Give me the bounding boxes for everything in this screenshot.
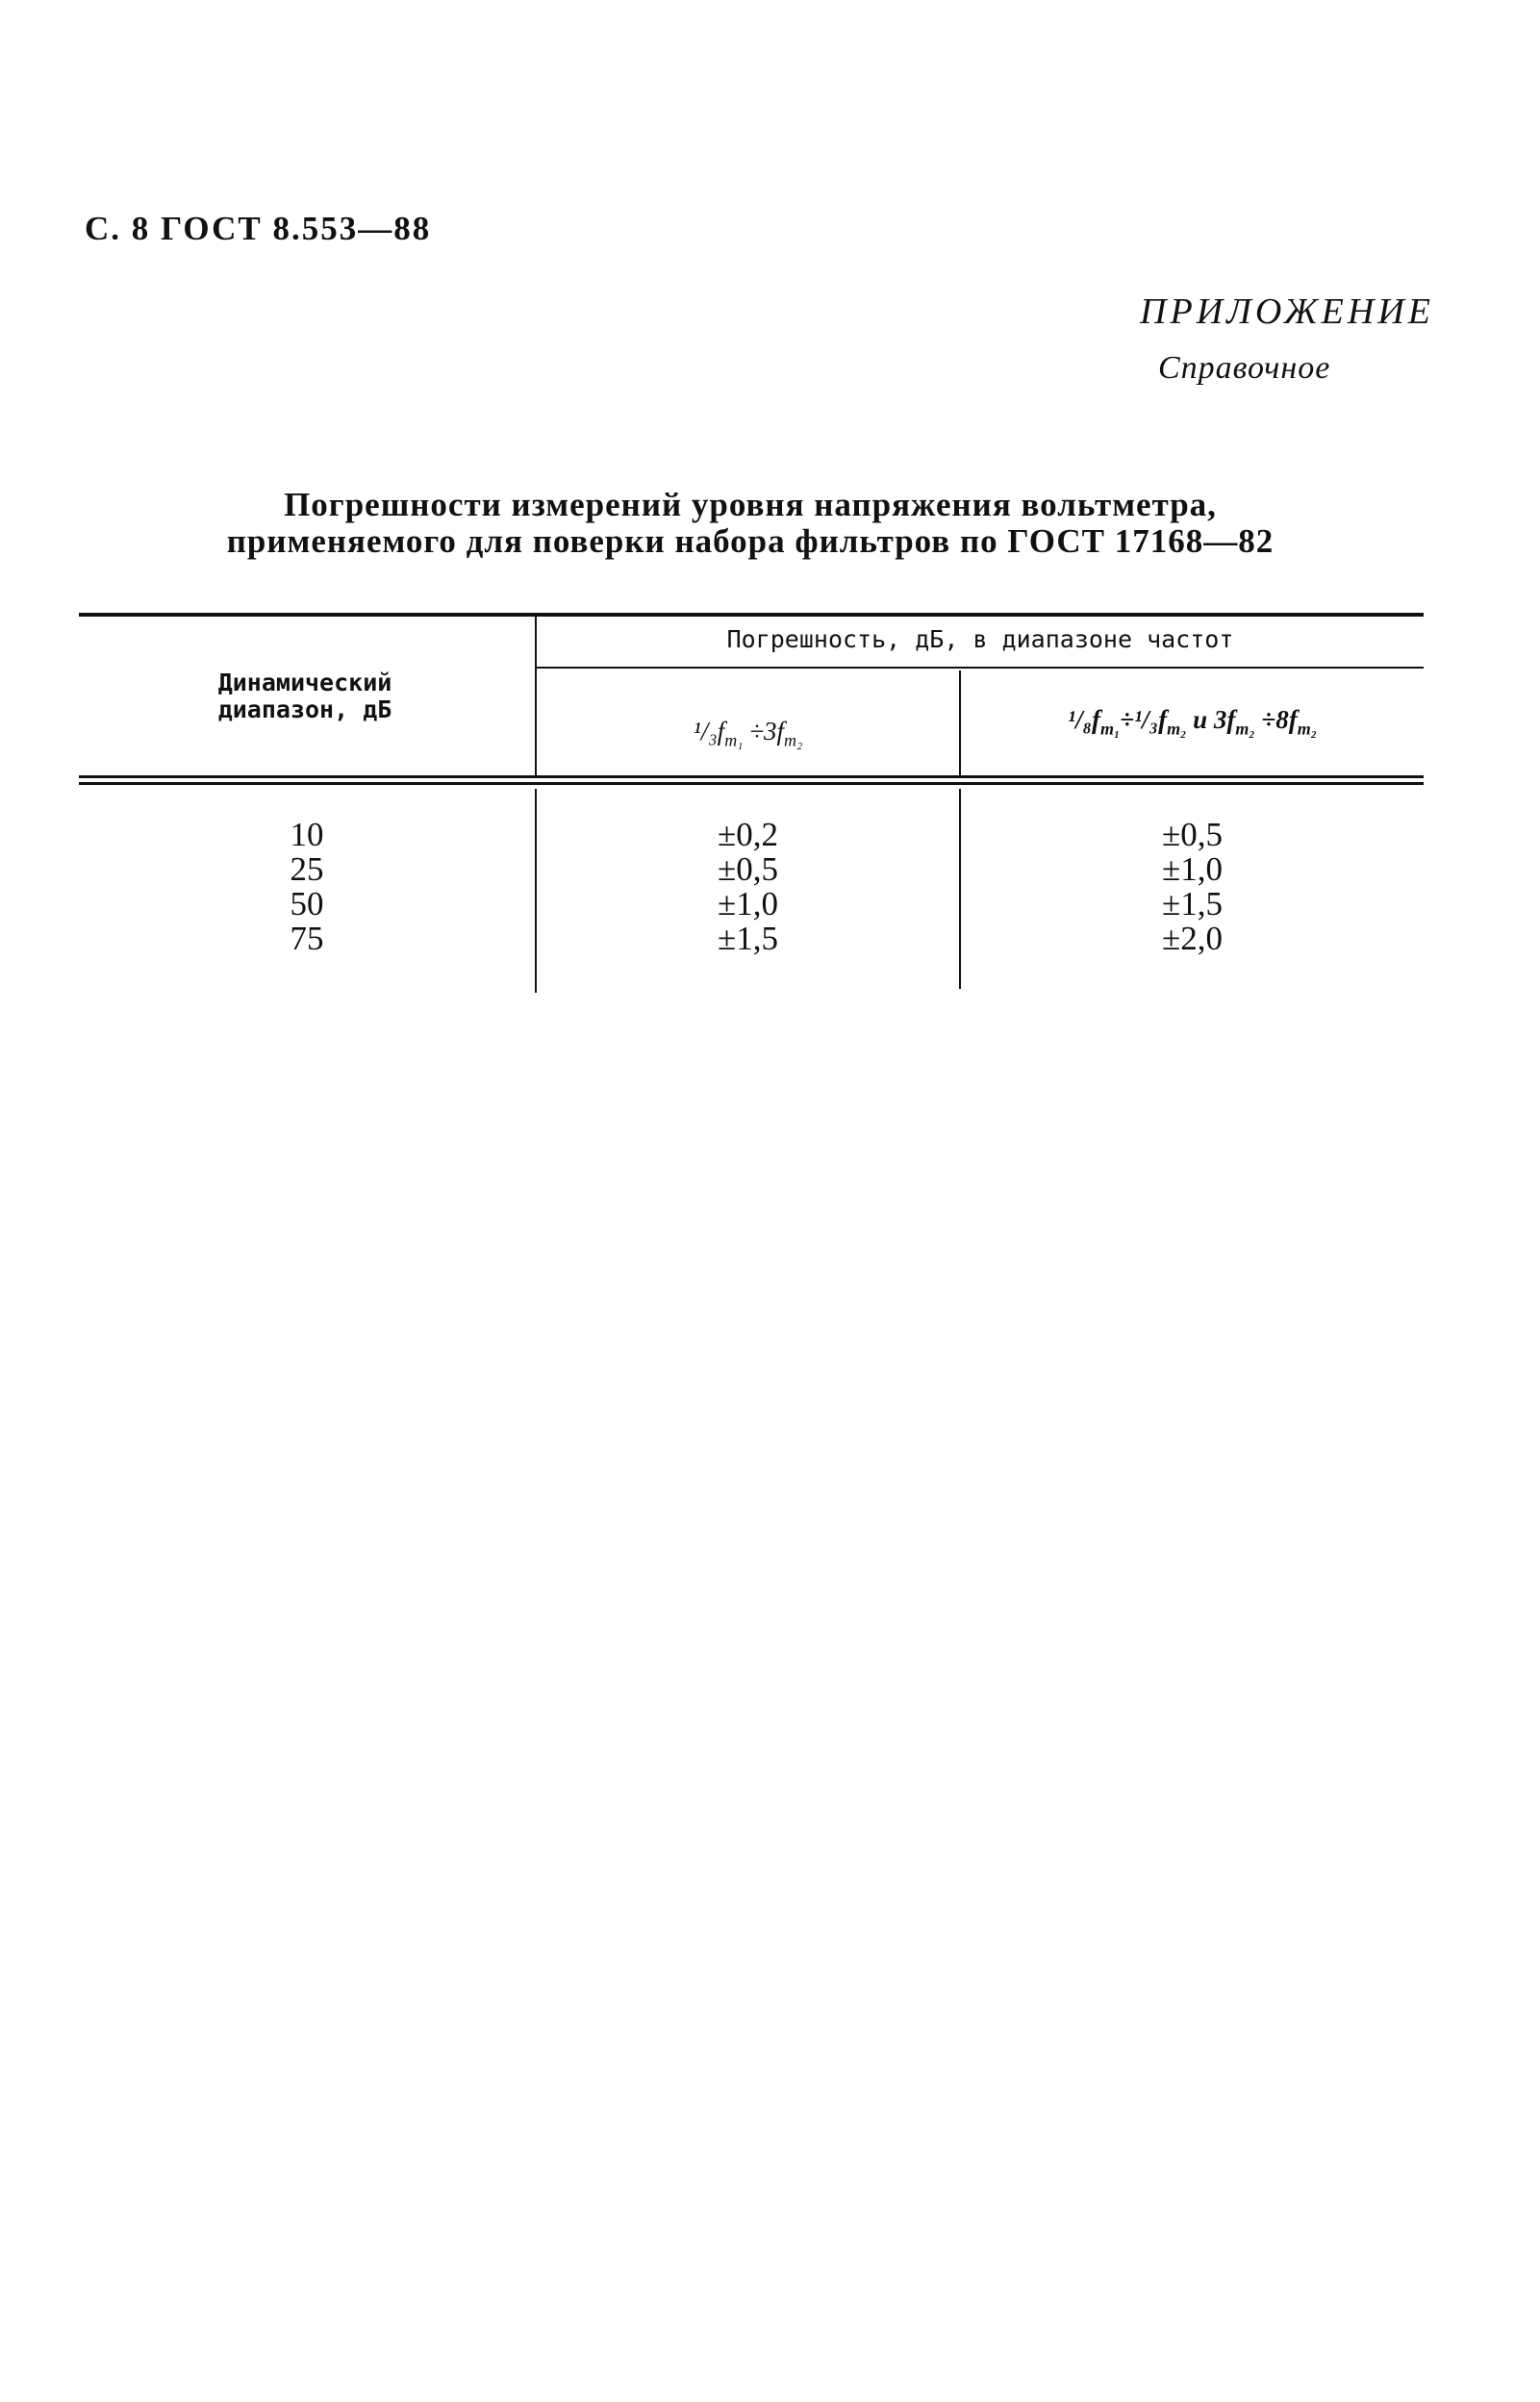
table-cell-error1: ±1,0: [718, 885, 778, 923]
table-cell-error2: ±2,0: [1162, 920, 1223, 957]
table-cell-error2: ±0,5: [1162, 816, 1223, 853]
freq2-sep2: ÷8f: [1254, 705, 1298, 734]
header-dynamic-range-line2: диапазон, дБ: [217, 695, 392, 723]
freq2-sep1: ÷¹/₃f: [1120, 705, 1168, 734]
table-top-rule: [79, 613, 1424, 617]
appendix-label: ПРИЛОЖЕНИЕ: [1140, 291, 1434, 332]
header-dynamic-range: [79, 670, 531, 723]
column-error-range-1: [537, 818, 959, 956]
column-error-range-2: [961, 818, 1424, 956]
table-cell-error1: ±0,2: [718, 816, 778, 853]
freq1-sep: ÷3f: [743, 717, 785, 746]
table-cell-range: 75: [290, 920, 324, 957]
page-header: С. 8 ГОСТ 8.553—88: [85, 210, 432, 247]
data-table: [79, 0, 1424, 1000]
table-cell-range: 10: [290, 816, 324, 853]
freq1-sub1: m₁: [724, 730, 744, 750]
appendix-type: Справочное: [1158, 350, 1331, 386]
table-cell-error2: ±1,5: [1162, 885, 1223, 923]
freq2-sub2: m₂: [1167, 719, 1187, 739]
table-cell-error2: ±1,0: [1162, 850, 1223, 888]
header-double-rule-upper: [79, 775, 1424, 778]
freq2-sub1: m₁: [1099, 719, 1121, 739]
table-cell-error1: ±0,5: [718, 850, 778, 888]
table-cell-range: 50: [290, 885, 324, 923]
header-sub-rule: [537, 667, 1424, 669]
freq2-coef: ¹/₈f: [1067, 705, 1100, 734]
header-error-span: Погрешность, дБ, в диапазоне частот: [726, 625, 1234, 653]
header-double-rule-lower: [79, 782, 1424, 785]
freq1-coef: ¹/₃f: [693, 717, 725, 746]
freq2-sub3: m₂: [1235, 719, 1255, 739]
table-title-line1: Погрешности измерений уровня напряжения вольтметра,: [284, 486, 1217, 523]
table-title-line2: применяемого для поверки набора фильтров по ГОСТ 17168—82: [226, 522, 1275, 560]
freq2-sub4: m₂: [1297, 719, 1318, 739]
freq1-sub2: m₂: [784, 730, 803, 750]
header-dynamic-range-line1: Динамический: [217, 669, 392, 696]
table-cell-error1: ±1,5: [718, 920, 778, 957]
table-cell-range: 25: [290, 850, 324, 888]
column-dynamic-range: [79, 818, 535, 956]
header-freq-range-2: [961, 705, 1424, 739]
freq2-conj: и 3f: [1186, 705, 1236, 734]
header-freq-range-1: [537, 717, 959, 750]
